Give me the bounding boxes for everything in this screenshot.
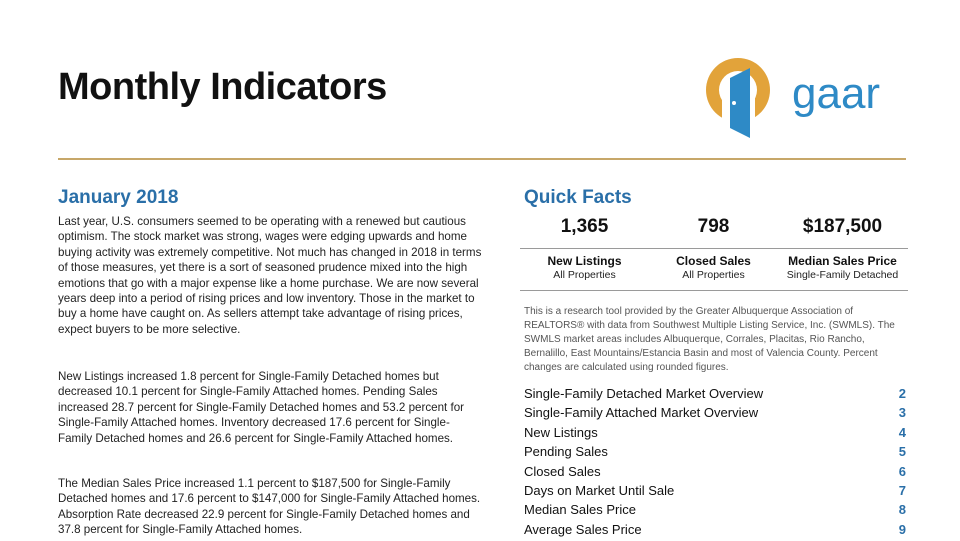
toc-label: Median Sales Price [524,502,636,518]
fact-sublabel: All Properties [553,269,616,281]
median-price-value: $187,500 [802,216,883,237]
toc-label: Average Sales Price [524,521,642,537]
fact-label: New Listings [547,254,622,268]
toc-label: New Listings [524,424,598,440]
toc-item[interactable] [524,444,906,463]
toc-page-number: 7 [898,482,906,498]
toc-item[interactable] [524,425,906,444]
toc-item[interactable] [524,386,906,405]
toc-page-number: 2 [898,386,906,401]
new-listings-fact [520,254,649,281]
toc-page-number: 9 [898,521,906,537]
quick-facts-values [520,216,908,246]
intro-paragraph: Last year, U.S. consumers seemed to be operating with a renewed but cautious optimism. The stock market was strong, wages were edging upwards and home buying activity was extremely competitive. Not much has changed in 2018 in terms of those measures, yet there is a sort of seasoned prudence mixed into the high emotions that go with a major expense like a home purchase. We are now several years deep into a period of rising prices and low inventory. Those in the market to buy a home have caught on. As sellers attempt take advantage of rising prices, expect buyers to be more selective. [58,215,482,336]
page-title: Monthly Indicators [58,66,387,108]
toc-item[interactable] [524,502,906,521]
toc-item[interactable] [524,483,906,502]
gaar-logo [700,48,910,148]
toc-page-number: 8 [898,502,906,518]
median-price-fact [778,254,907,281]
toc-label: Pending Sales [524,444,608,460]
toc-label: Single-Family Attached Market Overview [524,405,759,421]
fact-sublabel: All Properties [682,269,745,281]
month-heading: January 2018 [58,187,179,208]
toc-item[interactable] [524,405,906,424]
toc-item[interactable] [524,464,906,483]
fact-label: Median Sales Price [788,254,897,268]
closed-sales-fact [649,254,778,281]
quick-facts-labels [520,254,908,288]
toc-page-number: 3 [898,405,906,421]
toc-page-number: 6 [898,463,906,479]
price-paragraph: The Median Sales Price increased 1.1 percent to $187,500 for Single-Family Detached homes and 17.6 percent to $147,000 for Single-Family Attached homes. Absorption Rate decreased 22.9 percent for Single-Family Detached homes and 37.8 percent for Single-Family Attached homes. [58,477,481,537]
door-knob-icon [732,101,736,105]
closed-sales-value: 798 [697,216,730,237]
toc-page-number: 4 [898,424,906,440]
header-divider [58,158,906,160]
toc-item[interactable] [524,522,906,541]
table-of-contents [524,386,906,541]
fact-label: Closed Sales [676,254,751,268]
toc-label: Single-Family Detached Market Overview [524,386,764,401]
fact-sublabel: Single-Family Detached [786,269,899,281]
listings-paragraph: New Listings increased 1.8 percent for Single-Family Detached homes but decreased 10.1 percent for Single-Family Attached homes. Pending Sales increased 28.7 percent for Single-Family Detached homes and 53.2 percent for Single-Family Attached homes. Inventory decreased 17.6 percent for Single-Family Detached homes and 26.6 percent for Single-Family Attached homes. [58,370,465,445]
facts-divider-bottom [520,290,908,291]
new-listings-value: 1,365 [560,216,609,237]
toc-label: Closed Sales [524,463,601,479]
facts-divider-top [520,248,908,249]
toc-label: Days on Market Until Sale [524,482,675,498]
research-note: This is a research tool provided by the Greater Albuquerque Association of REALTORS® with data from Southwest Multiple Listing Service, Inc. (SWMLS). The SWMLS market areas includes Albuquerque, Corrales, Placitas, Rio Rancho, Bernalillo, East Mountains/Estancia Basin and most of Valencia County. Percent changes are calculated using rounded figures. [524,306,895,373]
quick-facts-heading: Quick Facts [524,187,632,208]
logo-text: gaar [792,69,881,118]
toc-page-number: 5 [898,444,906,460]
